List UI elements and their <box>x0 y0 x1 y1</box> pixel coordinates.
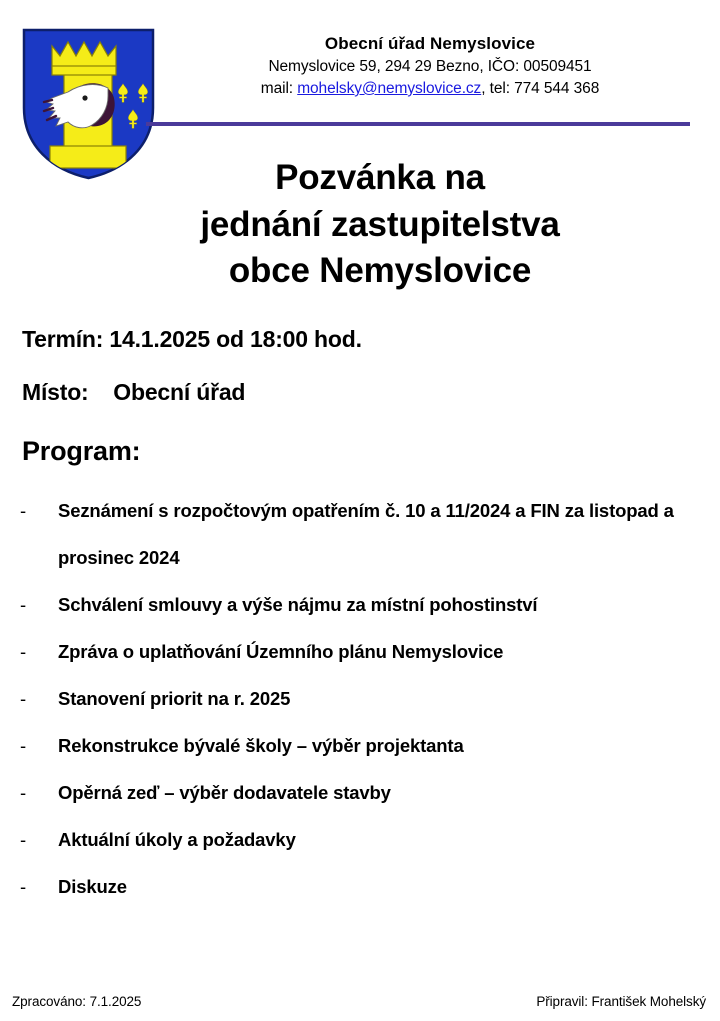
page-title <box>100 155 660 295</box>
list-marker: - <box>20 782 27 803</box>
list-marker: - <box>20 735 27 756</box>
program-list <box>20 487 700 910</box>
list-item-label: Rekonstrukce bývalé školy – výběr projektanta <box>58 735 464 756</box>
mail-label: mail: <box>260 79 298 97</box>
list-marker: - <box>20 641 27 662</box>
list-item <box>20 487 700 581</box>
office-address: Nemyslovice 59, 294 29 Bezno, IČO: 00509451 <box>268 57 592 75</box>
office-name: Obecní úřad Nemyslovice <box>324 34 536 53</box>
title-line-3: obce Nemyslovice <box>228 251 532 291</box>
list-item-label: Schválení smlouvy a výše nájmu za místní pohostinství <box>58 594 538 615</box>
list-item-label: Aktuální úkoly a požadavky <box>58 829 296 850</box>
list-marker: - <box>20 500 27 521</box>
list-item <box>20 769 700 816</box>
document-footer <box>0 985 720 1009</box>
header-divider <box>146 122 690 126</box>
list-item-label: Stanovení priorit na r. 2025 <box>58 688 291 709</box>
term-value: 14.1.2025 od 18:00 hod. <box>103 326 362 352</box>
list-marker: - <box>20 594 27 615</box>
program-heading: Program: <box>22 436 141 466</box>
meeting-place-row <box>22 379 698 406</box>
phone-text: , tel: 774 544 368 <box>481 79 600 97</box>
list-item-label: Zpráva o uplatňování Územního plánu Nemyslovice <box>58 641 504 662</box>
list-item <box>20 581 700 628</box>
list-item <box>20 816 700 863</box>
place-label: Místo: <box>22 379 89 405</box>
list-marker: - <box>20 829 27 850</box>
office-contact <box>160 78 700 100</box>
title-line-1: Pozvánka na <box>275 158 485 197</box>
email-link[interactable]: mohelsky@nemyslovice.cz <box>297 79 482 97</box>
meeting-details <box>22 326 698 432</box>
place-value: Obecní úřad <box>88 379 246 405</box>
list-marker: - <box>20 876 27 897</box>
list-item <box>20 675 700 722</box>
list-item <box>20 722 700 769</box>
processed-date: Zpracováno: 7.1.2025 <box>12 994 142 1009</box>
list-item <box>20 628 700 675</box>
list-item-label: Seznámení s rozpočtovým opatřením č. 10 a 11/2024 a FIN za listopad a prosinec 2024 <box>58 500 674 568</box>
list-marker: - <box>20 688 27 709</box>
term-label: Termín: <box>22 326 104 352</box>
title-line-2: jednání zastupitelstva <box>200 204 560 244</box>
meeting-term-row <box>22 326 698 353</box>
list-item-label: Diskuze <box>58 876 127 897</box>
list-item <box>20 863 700 910</box>
list-item-label: Opěrná zeď – výběr dodavatele stavby <box>58 782 391 803</box>
prepared-by: Připravil: František Mohelský <box>536 994 706 1009</box>
office-identity-block <box>160 33 700 100</box>
